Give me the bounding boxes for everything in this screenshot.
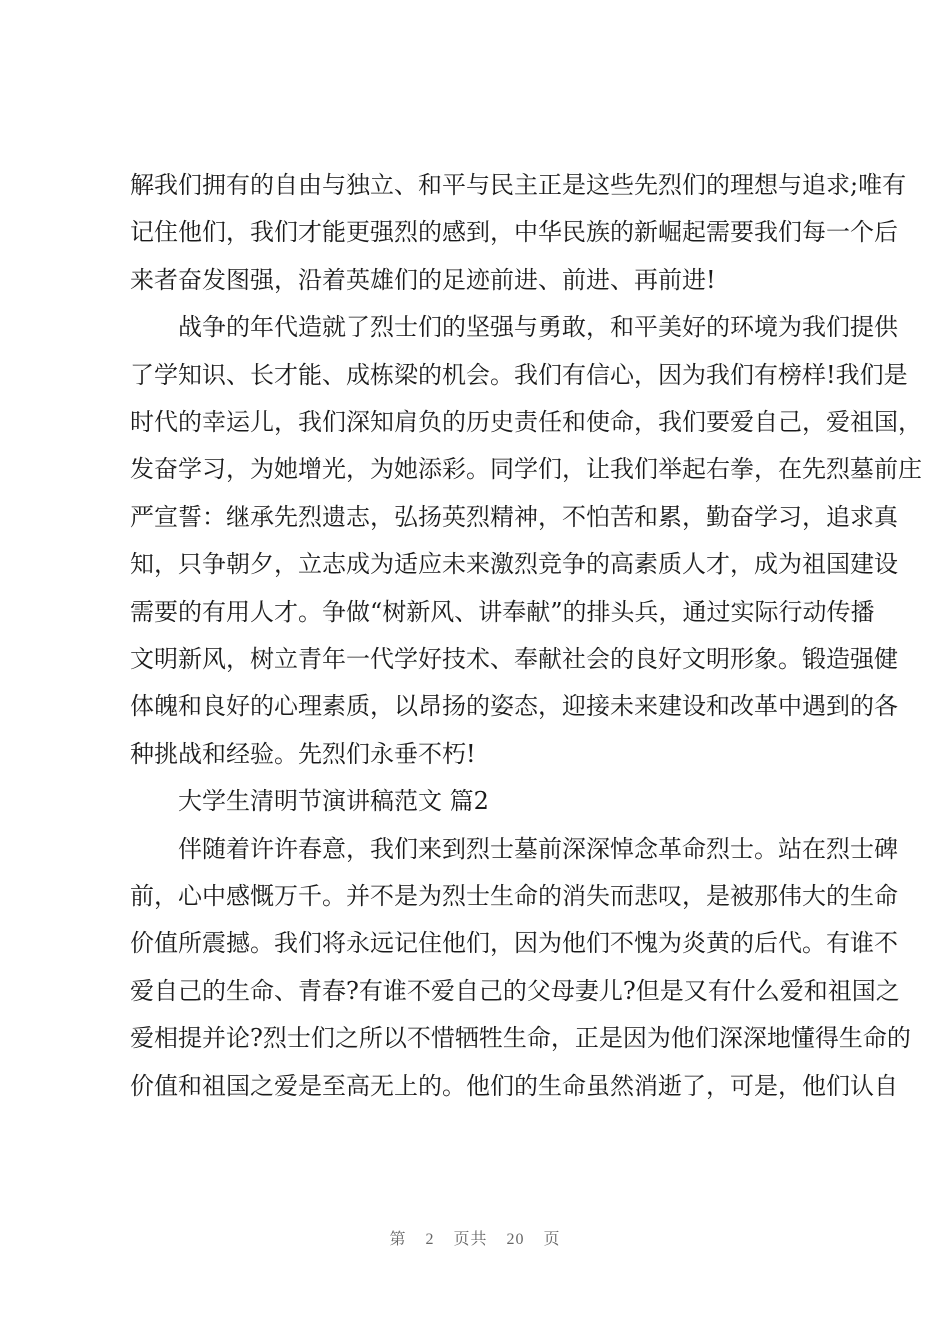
paragraph-line: 知，只争朝夕，立志成为适应未来激烈竞争的高素质人才，成为祖国建设 (130, 550, 898, 578)
paragraph-line: 战争的年代造就了烈士们的坚强与勇敢，和平美好的环境为我们提供 (178, 313, 898, 341)
paragraph-line: 解我们拥有的自由与独立、和平与民主正是这些先烈们的理想与追求;唯有 (130, 171, 907, 199)
paragraph-line: 伴随着许许春意，我们来到烈士墓前深深悼念革命烈士。站在烈士碑 (178, 835, 898, 863)
paragraph-line: 爱相提并论?烈士们之所以不惜牺牲生命，正是因为他们深深地懂得生命的 (130, 1024, 911, 1052)
paragraph-line: 时代的幸运儿，我们深知肩负的历史责任和使命，我们要爱自己，爱祖国， (130, 408, 922, 436)
footer-suffix: 页 (543, 1231, 561, 1248)
footer-page-number: 2 (425, 1231, 435, 1248)
paragraph-line: 了学知识、长才能、成栋梁的机会。我们有信心，因为我们有榜样!我们是 (130, 361, 908, 389)
paragraph-line: 价值和祖国之爱是至高无上的。他们的生命虽然消逝了，可是，他们认自 (130, 1072, 898, 1100)
footer-total-pages: 20 (506, 1231, 525, 1248)
paragraph-line: 种挑战和经验。先烈们永垂不朽! (130, 740, 476, 768)
paragraph-line: 价值所震撼。我们将永远记住他们，因为他们不愧为炎黄的后代。有谁不 (130, 929, 898, 957)
paragraph-line: 需要的有用人才。争做“树新风、讲奉献”的排头兵，通过实际行动传播 (130, 598, 875, 626)
footer-middle: 页共 (453, 1231, 488, 1248)
paragraph-line: 记住他们，我们才能更强烈的感到，中华民族的新崛起需要我们每一个后 (130, 218, 898, 246)
section-heading: 大学生清明节演讲稿范文 篇2 (178, 787, 489, 815)
paragraph-line: 来者奋发图强，沿着英雄们的足迹前进、前进、再前进! (130, 266, 716, 294)
footer-prefix: 第 (389, 1231, 407, 1248)
paragraph-line: 严宣誓：继承先烈遗志，弘扬英烈精神，不怕苦和累，勤奋学习，追求真 (130, 503, 898, 531)
page-footer (0, 1226, 950, 1249)
paragraph-line: 文明新风，树立青年一代学好技术、奉献社会的良好文明形象。锻造强健 (130, 645, 898, 673)
paragraph-line: 体魄和良好的心理素质，以昂扬的姿态，迎接未来建设和改革中遇到的各 (130, 692, 898, 720)
paragraph-line: 发奋学习，为她增光，为她添彩。同学们，让我们举起右拳，在先烈墓前庄 (130, 455, 922, 483)
paragraph-line: 爱自己的生命、青春?有谁不爱自己的父母妻儿?但是又有什么爱和祖国之 (130, 977, 900, 1005)
paragraph-line: 前，心中感慨万千。并不是为烈士生命的消失而悲叹，是被那伟大的生命 (130, 882, 898, 910)
